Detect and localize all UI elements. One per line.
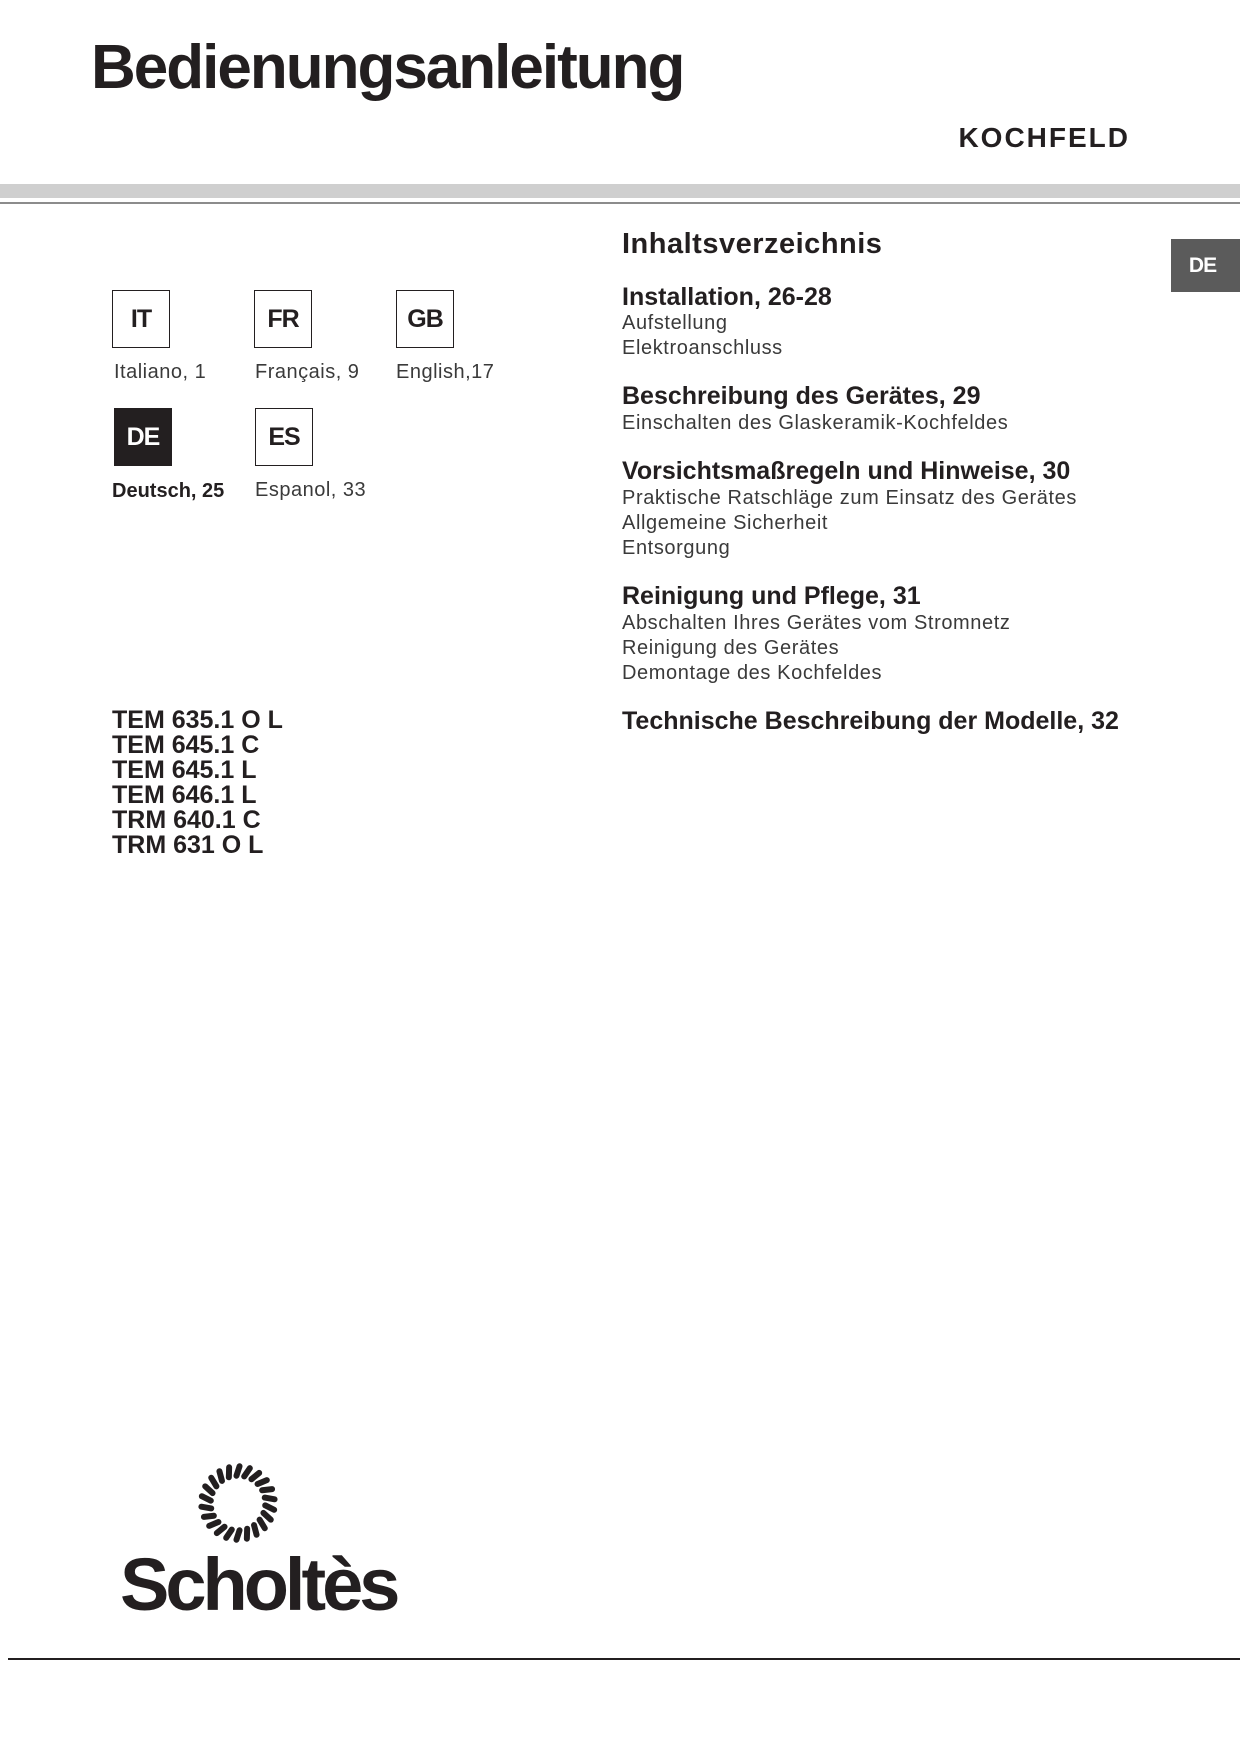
toc-item: Allgemeine Sicherheit	[622, 512, 829, 534]
language-label-es: Espanol, 33	[255, 479, 367, 501]
model-name: TEM 646.1 L	[112, 781, 257, 809]
model-name: TEM 645.1 L	[112, 756, 257, 784]
sun-ray	[261, 1494, 278, 1503]
document-subtitle: KOCHFELD	[958, 122, 1130, 153]
model-name: TEM 645.1 C	[112, 731, 260, 759]
sun-burst-icon	[190, 1455, 286, 1551]
toc-section-title[interactable]: Beschreibung des Gerätes, 29	[622, 382, 981, 410]
toc-item: Demontage des Kochfeldes	[622, 662, 883, 684]
sun-ray	[201, 1512, 218, 1520]
language-box-gb[interactable]: GB	[396, 290, 454, 348]
header-divider	[0, 202, 1240, 204]
sun-ray	[198, 1503, 215, 1512]
model-name: TRM 631 O L	[112, 831, 264, 859]
toc-item: Entsorgung	[622, 537, 731, 559]
language-box-fr[interactable]: FR	[254, 290, 312, 348]
model-name: TEM 635.1 O L	[112, 706, 283, 734]
toc-heading: Inhaltsverzeichnis	[622, 228, 883, 260]
language-label-it: Italiano, 1	[114, 361, 207, 383]
toc-section-title[interactable]: Installation, 26-28	[622, 283, 832, 311]
sun-ray	[259, 1486, 276, 1494]
language-box-de[interactable]: DE	[114, 408, 172, 466]
toc-section-title[interactable]: Reinigung und Pflege, 31	[622, 582, 921, 610]
toc-item: Elektroanschluss	[622, 337, 783, 359]
language-box-it[interactable]: IT	[112, 290, 170, 348]
document-title: Bedienungsanleitung	[91, 33, 684, 102]
toc-section-title[interactable]: Technische Beschreibung der Modelle, 32	[622, 707, 1119, 735]
toc-item: Praktische Ratschläge zum Einsatz des Gerätes	[622, 487, 1077, 509]
toc-item: Einschalten des Glaskeramik-Kochfeldes	[622, 412, 1009, 434]
sun-ray	[244, 1526, 250, 1542]
model-list	[112, 708, 283, 858]
sun-ray	[226, 1464, 232, 1480]
language-box-es[interactable]: ES	[255, 408, 313, 466]
toc-item: Aufstellung	[622, 312, 728, 334]
model-name: TRM 640.1 C	[112, 806, 261, 834]
language-side-tab: DE	[1171, 239, 1240, 292]
language-label-fr: Français, 9	[255, 361, 360, 383]
header-band	[0, 184, 1240, 198]
toc-item: Reinigung des Gerätes	[622, 637, 840, 659]
toc-item: Abschalten Ihres Gerätes vom Stromnetz	[622, 612, 1011, 634]
footer-divider	[8, 1658, 1240, 1660]
toc-section-title[interactable]: Vorsichtsmaßregeln und Hinweise, 30	[622, 457, 1071, 485]
language-label-gb: English,17	[396, 361, 495, 383]
language-label-de: Deutsch, 25	[112, 480, 225, 502]
brand-name: Scholtès	[120, 1543, 397, 1626]
